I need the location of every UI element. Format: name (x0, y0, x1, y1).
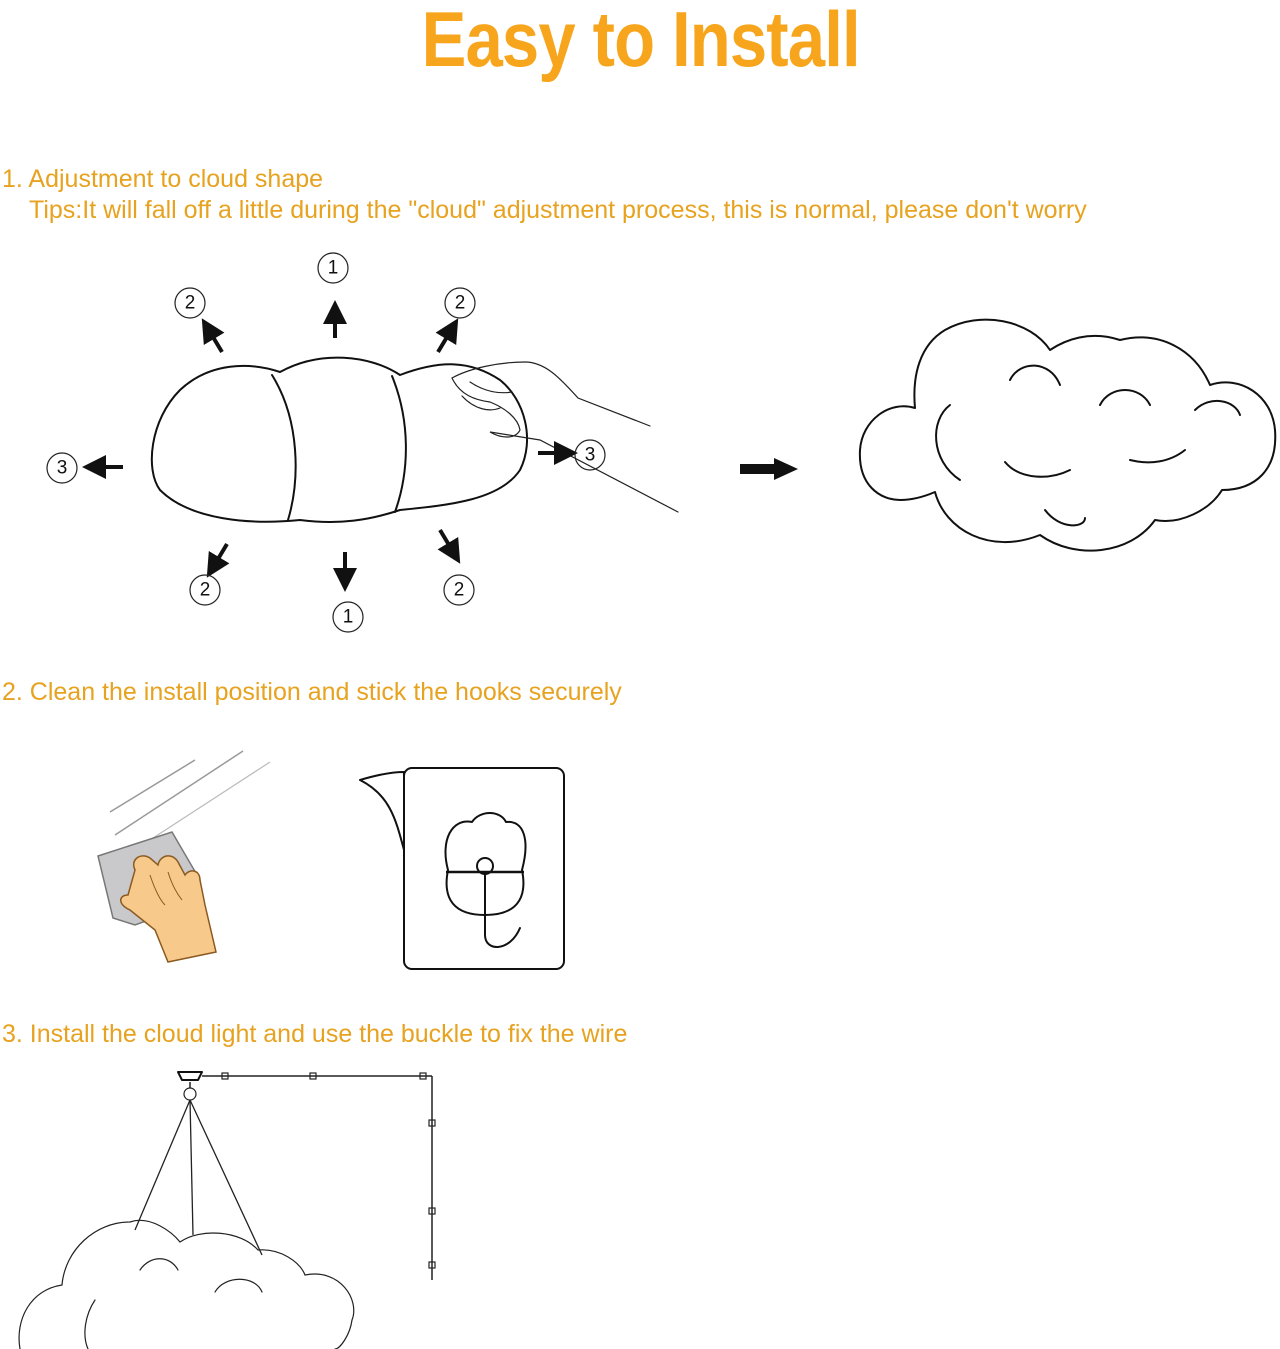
cotton-tube-seam-left (272, 375, 296, 520)
marker-top-right: 2 (454, 292, 466, 314)
hanging-cloud-icon (19, 1220, 354, 1349)
step-1-label: 1. Adjustment to cloud shape (2, 165, 324, 193)
arrow-down-right-icon (440, 530, 452, 550)
arrow-up-right-icon (438, 332, 450, 352)
page-title: Easy to Install (421, 0, 860, 83)
arrow-up-left-icon (210, 332, 222, 352)
marker-bottom: 1 (342, 606, 354, 628)
hand-finger-2 (470, 382, 512, 393)
hand-outline-top (452, 362, 650, 426)
hand-outline-bottom (452, 378, 678, 512)
transform-arrow-icon (740, 458, 798, 480)
step-markers (47, 253, 605, 632)
marker-bottom-right: 2 (453, 579, 465, 601)
marker-right: 3 (584, 444, 596, 466)
hand-finger-1 (462, 396, 500, 410)
marker-top: 1 (327, 257, 339, 279)
window-glass-icon (110, 751, 270, 840)
marker-top-left: 2 (184, 292, 196, 314)
step-3-label: 3. Install the cloud light and use the buckle to fix the wire (2, 1020, 628, 1048)
arrow-down-left-icon (215, 544, 227, 564)
adhesive-hook-icon (360, 768, 564, 969)
marker-left: 3 (56, 457, 68, 479)
ceiling-hook-wire-diagram (135, 1072, 435, 1280)
marker-bottom-left: 2 (199, 579, 211, 601)
stretch-arrows (98, 316, 562, 576)
step-2-label: 2. Clean the install position and stick the hooks securely (2, 678, 622, 706)
cotton-tube-diagram (152, 358, 678, 522)
cloud-result-icon (860, 320, 1275, 551)
cotton-tube-seam-right (392, 376, 406, 512)
step-1-tip: Tips:It will fall off a little during the "cloud" adjustment process, this is normal, please don't worry (29, 196, 1087, 224)
cleaning-cloth-hand-icon (98, 832, 216, 962)
